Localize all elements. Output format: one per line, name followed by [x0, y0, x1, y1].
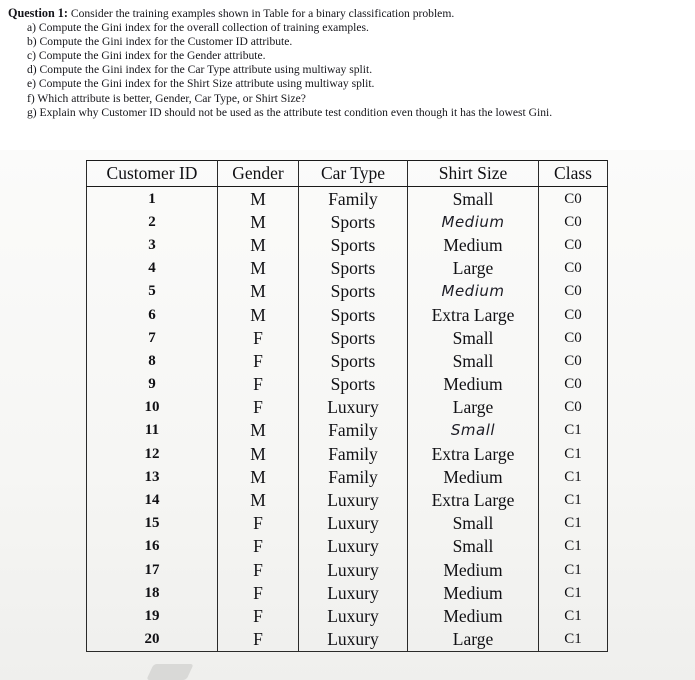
- question-part-b: b) Compute the Gini index for the Customer ID attribute.: [27, 35, 293, 49]
- table-row: [87, 581, 608, 604]
- question-part-d: d) Compute the Gini index for the Car Type attribute using multiway split.: [27, 63, 373, 77]
- training-examples-table: [86, 160, 608, 652]
- customer-id-cell: 19: [87, 604, 218, 627]
- car-type-cell: Luxury: [299, 604, 408, 627]
- gender-cell: M: [218, 465, 299, 488]
- table-row: [87, 373, 608, 396]
- class-cell: C0: [539, 210, 608, 233]
- customer-id-cell: 17: [87, 558, 218, 581]
- customer-id-cell: 15: [87, 512, 218, 535]
- class-cell: C1: [539, 512, 608, 535]
- car-type-cell: Family: [299, 187, 408, 211]
- shirt-size-cell: Medium: [408, 604, 539, 627]
- customer-id-cell: 9: [87, 373, 218, 396]
- car-type-cell: Sports: [299, 349, 408, 372]
- customer-id-cell: 18: [87, 581, 218, 604]
- gender-cell: M: [218, 257, 299, 280]
- class-cell: C0: [539, 187, 608, 211]
- smudge-mark: [146, 664, 193, 680]
- gender-cell: F: [218, 373, 299, 396]
- gender-cell: M: [218, 187, 299, 211]
- question-title: Question 1:: [8, 6, 68, 20]
- class-cell: C0: [539, 396, 608, 419]
- shirt-size-cell: Medium: [408, 210, 539, 233]
- gender-cell: F: [218, 558, 299, 581]
- customer-id-cell: 10: [87, 396, 218, 419]
- car-type-cell: Family: [299, 442, 408, 465]
- gender-cell: F: [218, 396, 299, 419]
- class-cell: C1: [539, 581, 608, 604]
- shirt-size-cell: Small: [408, 419, 539, 442]
- car-type-cell: Luxury: [299, 628, 408, 652]
- customer-id-cell: 16: [87, 535, 218, 558]
- customer-id-cell: 1: [87, 187, 218, 211]
- gender-cell: M: [218, 442, 299, 465]
- shirt-size-cell: Small: [408, 326, 539, 349]
- table-row: [87, 558, 608, 581]
- table-body: [87, 187, 608, 652]
- shirt-size-cell: Medium: [408, 558, 539, 581]
- class-cell: C1: [539, 465, 608, 488]
- class-cell: C0: [539, 349, 608, 372]
- shirt-size-cell: Extra Large: [408, 303, 539, 326]
- class-cell: C0: [539, 373, 608, 396]
- gender-cell: M: [218, 303, 299, 326]
- table-row: [87, 419, 608, 442]
- class-cell: C0: [539, 326, 608, 349]
- car-type-cell: Luxury: [299, 396, 408, 419]
- shirt-size-cell: Large: [408, 396, 539, 419]
- gender-cell: F: [218, 535, 299, 558]
- car-type-cell: Family: [299, 419, 408, 442]
- gender-cell: F: [218, 326, 299, 349]
- shirt-size-cell: Medium: [408, 581, 539, 604]
- gender-cell: F: [218, 349, 299, 372]
- gender-cell: M: [218, 280, 299, 303]
- question-block: [8, 6, 692, 120]
- customer-id-cell: 11: [87, 419, 218, 442]
- customer-id-cell: 2: [87, 210, 218, 233]
- car-type-cell: Luxury: [299, 535, 408, 558]
- header-shirt-size: Shirt Size: [408, 161, 539, 187]
- car-type-cell: Luxury: [299, 581, 408, 604]
- class-cell: C0: [539, 257, 608, 280]
- customer-id-cell: 13: [87, 465, 218, 488]
- car-type-cell: Sports: [299, 326, 408, 349]
- question-intro-line: [8, 6, 692, 21]
- customer-id-cell: 3: [87, 233, 218, 256]
- gender-cell: M: [218, 210, 299, 233]
- customer-id-cell: 12: [87, 442, 218, 465]
- customer-id-cell: 5: [87, 280, 218, 303]
- customer-id-cell: 4: [87, 257, 218, 280]
- table-row: [87, 187, 608, 211]
- table-row: [87, 465, 608, 488]
- table-row: [87, 512, 608, 535]
- class-cell: C1: [539, 442, 608, 465]
- class-cell: C1: [539, 558, 608, 581]
- header-customer-id: Customer ID: [87, 161, 218, 187]
- shirt-size-cell: Medium: [408, 233, 539, 256]
- shirt-size-cell: Large: [408, 628, 539, 652]
- car-type-cell: Luxury: [299, 512, 408, 535]
- table-row: [87, 535, 608, 558]
- table-header-row: [87, 161, 608, 187]
- table-row: [87, 442, 608, 465]
- class-cell: C1: [539, 419, 608, 442]
- table-row: [87, 628, 608, 652]
- shirt-size-cell: Large: [408, 257, 539, 280]
- class-cell: C0: [539, 233, 608, 256]
- shirt-size-cell: Medium: [408, 373, 539, 396]
- shirt-size-cell: Medium: [408, 280, 539, 303]
- gender-cell: F: [218, 512, 299, 535]
- shirt-size-cell: Small: [408, 349, 539, 372]
- question-part-f: f) Which attribute is better, Gender, Car Type, or Shirt Size?: [27, 91, 306, 105]
- customer-id-cell: 8: [87, 349, 218, 372]
- gender-cell: M: [218, 233, 299, 256]
- car-type-cell: Sports: [299, 373, 408, 396]
- table-row: [87, 210, 608, 233]
- table-row: [87, 396, 608, 419]
- table-row: [87, 349, 608, 372]
- table-row: [87, 326, 608, 349]
- shirt-size-cell: Extra Large: [408, 442, 539, 465]
- car-type-cell: Luxury: [299, 488, 408, 511]
- header-car-type: Car Type: [299, 161, 408, 187]
- class-cell: C0: [539, 280, 608, 303]
- car-type-cell: Family: [299, 465, 408, 488]
- customer-id-cell: 7: [87, 326, 218, 349]
- gender-cell: M: [218, 488, 299, 511]
- car-type-cell: Sports: [299, 233, 408, 256]
- question-part-a: a) Compute the Gini index for the overall collection of training examples.: [27, 21, 369, 35]
- table-row: [87, 233, 608, 256]
- customer-id-cell: 14: [87, 488, 218, 511]
- class-cell: C1: [539, 535, 608, 558]
- class-cell: C1: [539, 604, 608, 627]
- customer-id-cell: 20: [87, 628, 218, 652]
- gender-cell: F: [218, 581, 299, 604]
- shirt-size-cell: Extra Large: [408, 488, 539, 511]
- header-gender: Gender: [218, 161, 299, 187]
- class-cell: C1: [539, 488, 608, 511]
- customer-id-cell: 6: [87, 303, 218, 326]
- shirt-size-cell: Small: [408, 187, 539, 211]
- shirt-size-cell: Small: [408, 512, 539, 535]
- car-type-cell: Sports: [299, 303, 408, 326]
- shirt-size-cell: Medium: [408, 465, 539, 488]
- car-type-cell: Luxury: [299, 558, 408, 581]
- table-row: [87, 280, 608, 303]
- class-cell: C0: [539, 303, 608, 326]
- gender-cell: F: [218, 628, 299, 652]
- question-part-c: c) Compute the Gini index for the Gender attribute.: [27, 49, 266, 63]
- question-part-g: g) Explain why Customer ID should not be used as the attribute test condition even though it has the lowest Gini.: [27, 105, 553, 119]
- table-row: [87, 488, 608, 511]
- class-cell: C1: [539, 628, 608, 652]
- car-type-cell: Sports: [299, 280, 408, 303]
- car-type-cell: Sports: [299, 257, 408, 280]
- header-class: Class: [539, 161, 608, 187]
- car-type-cell: Sports: [299, 210, 408, 233]
- question-part-e: e) Compute the Gini index for the Shirt Size attribute using multiway split.: [27, 77, 375, 91]
- table-row: [87, 303, 608, 326]
- table-row: [87, 604, 608, 627]
- shirt-size-cell: Small: [408, 535, 539, 558]
- question-intro: Consider the training examples shown in Table for a binary classification problem.: [70, 7, 455, 20]
- gender-cell: M: [218, 419, 299, 442]
- table-row: [87, 257, 608, 280]
- gender-cell: F: [218, 604, 299, 627]
